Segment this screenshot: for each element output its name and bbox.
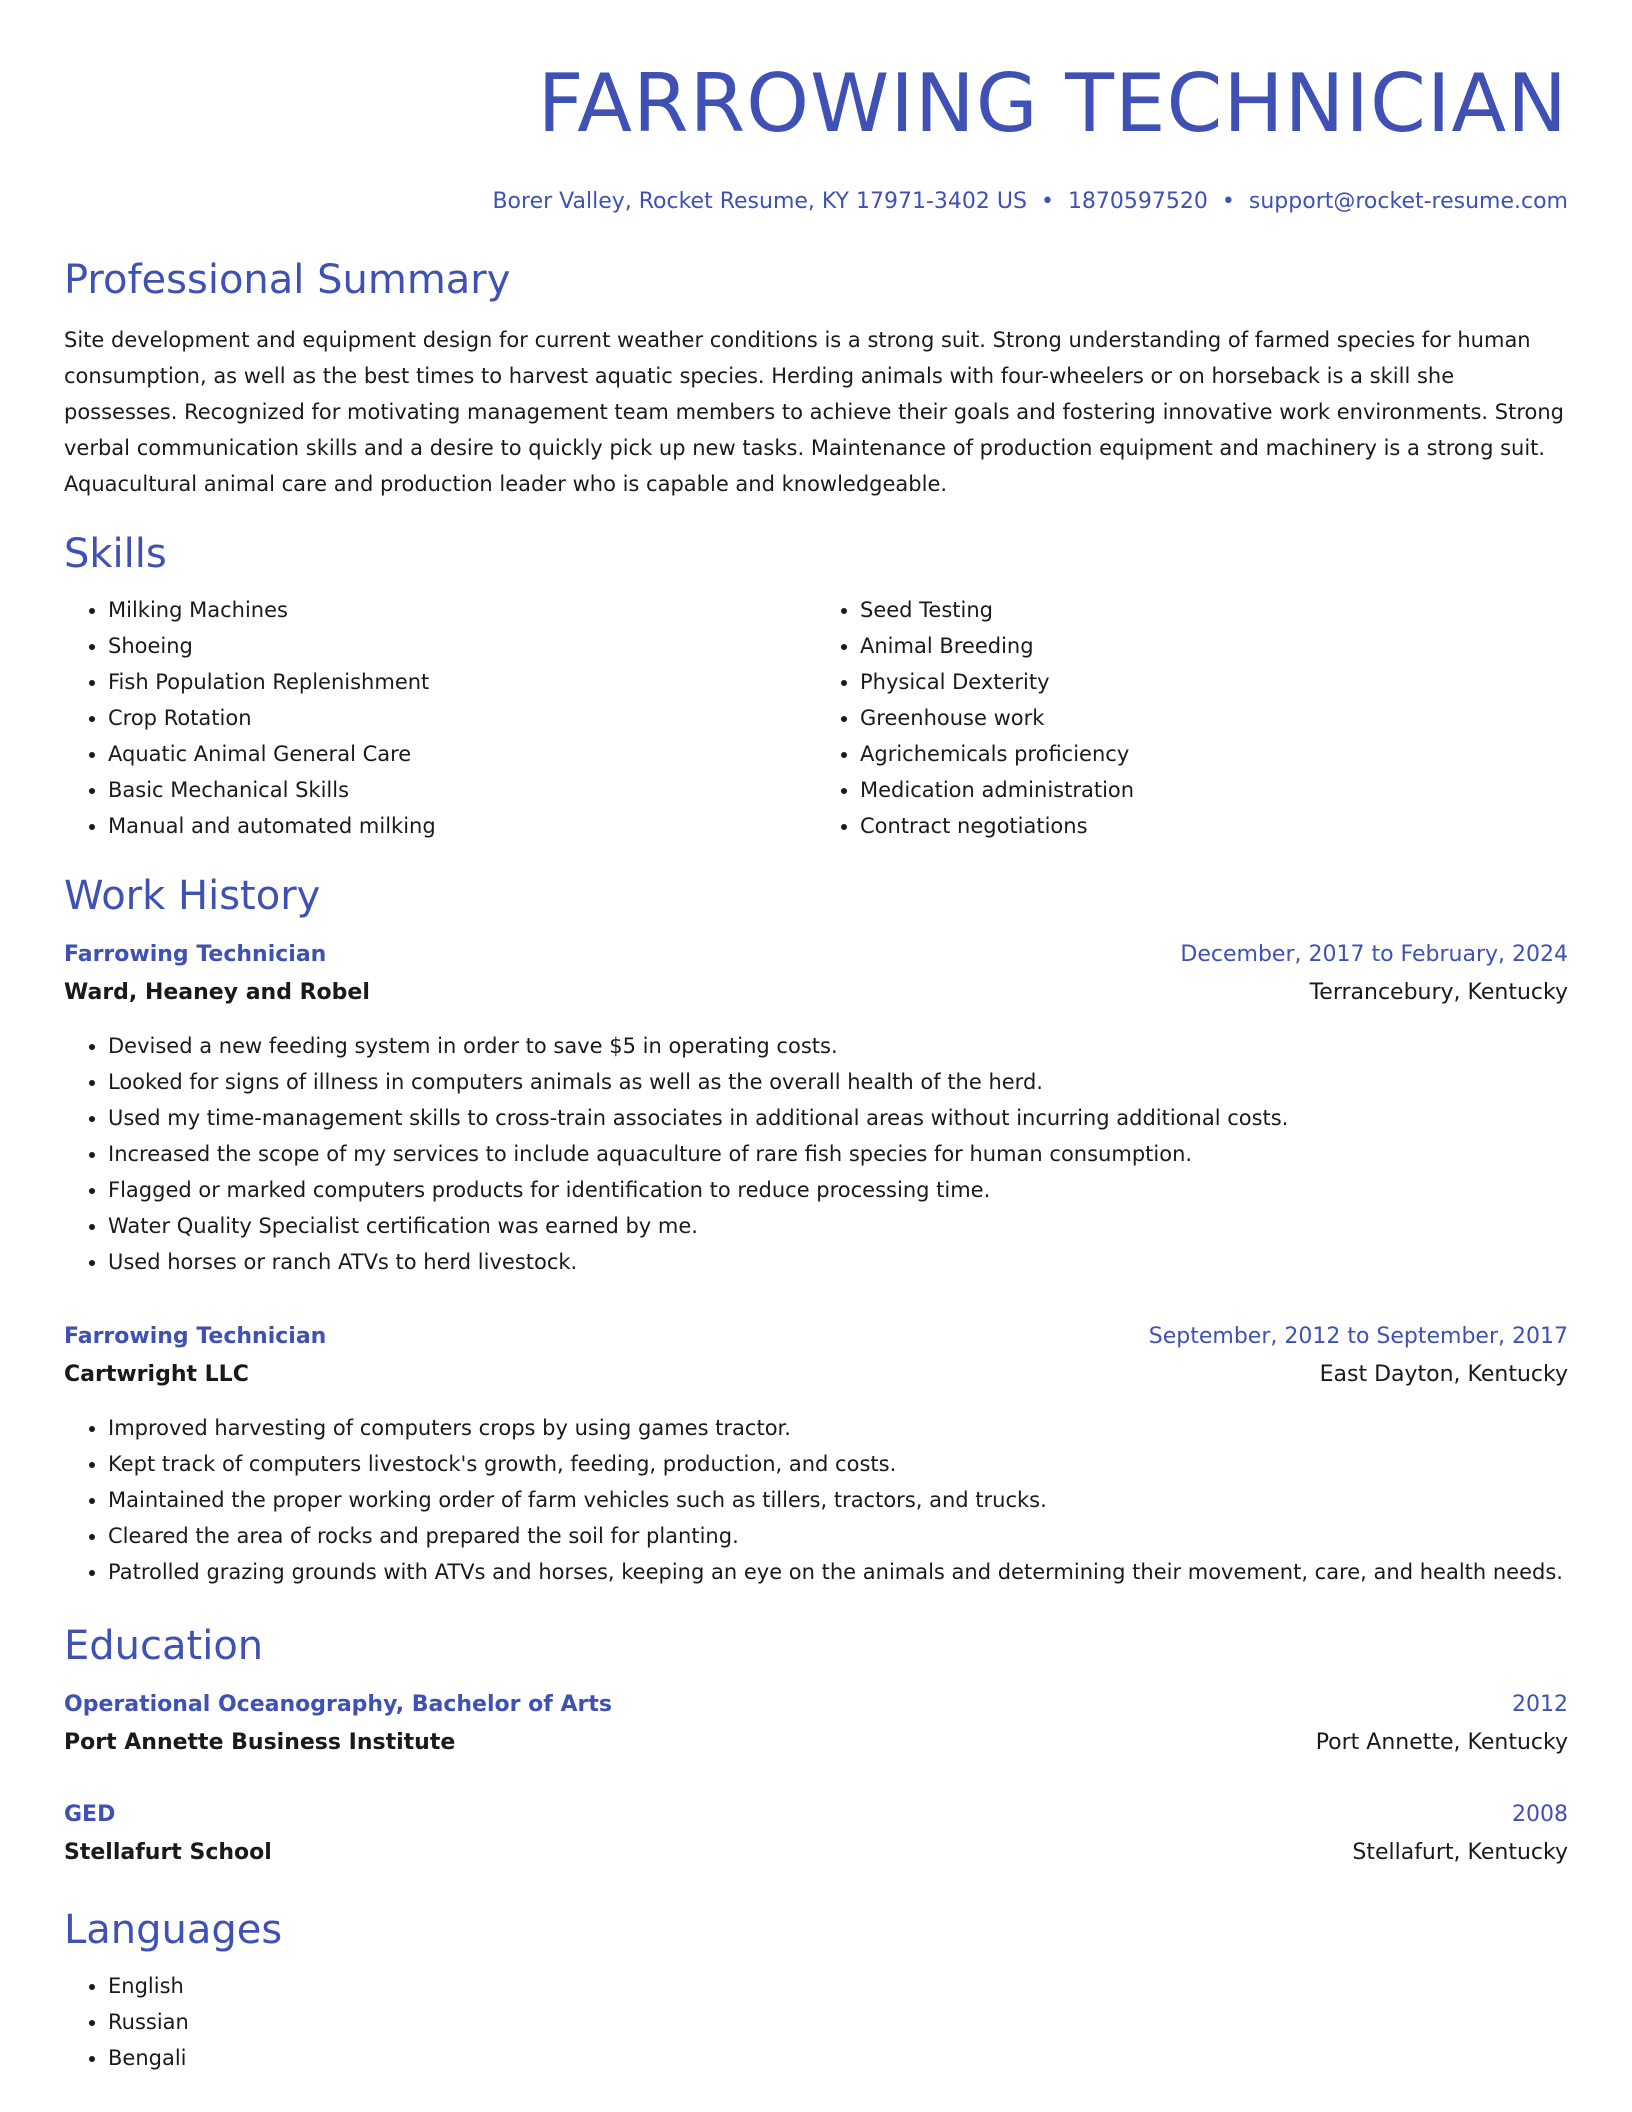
education-degree: Operational Oceanography, Bachelor of Arts [64,1692,612,1717]
resume-header [64,0,1568,216]
education-school: Port Annette Business Institute [64,1730,456,1755]
skills-left-column [64,592,816,844]
skill-item: • Fish Population Replenishment [108,664,816,700]
job-bullet: • Devised a new feeding system in order to save $5 in operating costs. [108,1028,1568,1064]
job-role: Farrowing Technician [64,1324,327,1349]
job-bullet: • Cleared the area of rocks and prepared the soil for planting. [108,1518,1568,1554]
job-dates: September, 2012 to September, 2017 [1148,1324,1568,1349]
skill-item: • Agrichemicals proficiency [860,736,1568,772]
contact-address: Borer Valley, Rocket Resume, KY 17971-3402 US [492,189,1027,214]
job-entry [64,1318,1568,1590]
job-location: Terrancebury, Kentucky [1309,980,1568,1005]
job-company-row [64,1356,1568,1394]
summary-text: Site development and equipment design for current weather conditions is a strong suit. Strong understanding of farmed species for human consumption, as well as the best times to harvest aquatic species. Herding animals with four-wheelers or on horseback is a skill she possesses. Recognized for motivating management team members to achieve their goals and fostering innovative work environments. Strong verbal communication skills and a desire to quickly pick up new tasks. Maintenance of production equipment and machinery is a strong suit. Aquacultural animal care and production leader who is capable and knowledgeable. [64,328,1565,496]
skill-item: • Aquatic Animal General Care [108,736,816,772]
contact-email: support@rocket-resume.com [1248,189,1568,214]
skill-item: • Crop Rotation [108,700,816,736]
education-year: 2008 [1512,1802,1568,1827]
job-entry [64,936,1568,1280]
job-location: East Dayton, Kentucky [1319,1362,1568,1387]
education-section [64,1622,1568,1872]
contact-separator: • [1040,189,1054,214]
language-item: • English [108,1968,1568,2004]
job-bullet: • Improved harvesting of computers crops by using games tractor. [108,1410,1568,1446]
skill-item: • Manual and automated milking [108,808,816,844]
education-entry [64,1796,1568,1872]
languages-section [64,1906,1568,2076]
skills-section [64,530,1568,844]
job-dates: December, 2017 to February, 2024 [1180,942,1568,967]
work-history-section [64,872,1568,1590]
job-title-row [64,936,1568,974]
education-location: Stellafurt, Kentucky [1352,1840,1568,1865]
education-heading: Education [64,1623,264,1669]
job-title-row [64,1318,1568,1356]
job-company: Cartwright LLC [64,1362,249,1387]
job-bullet: • Increased the scope of my services to include aquaculture of rare fish species for human consumption. [108,1136,1568,1172]
job-company-row [64,974,1568,1012]
education-degree: GED [64,1802,116,1827]
job-bullet: • Used my time-management skills to cross-train associates in additional areas without incurring additional costs. [108,1100,1568,1136]
skills-heading: Skills [64,531,167,577]
job-bullet: • Used horses or ranch ATVs to herd livestock. [108,1244,1568,1280]
candidate-name: FARROWING TECHNICIAN [537,57,1568,150]
job-bullet: • Patrolled grazing grounds with ATVs and horses, keeping an eye on the animals and determining their movement, care, and health needs. [108,1554,1568,1590]
education-school-row [64,1834,1568,1872]
job-bullets [64,1028,1568,1280]
skill-item: • Seed Testing [860,592,1568,628]
education-school-row [64,1724,1568,1762]
work-history-heading: Work History [64,873,321,919]
job-role: Farrowing Technician [64,942,327,967]
skills-right-column [816,592,1568,844]
job-bullet: • Flagged or marked computers products for identification to reduce processing time. [108,1172,1568,1208]
skill-item: • Contract negotiations [860,808,1568,844]
contact-separator: • [1221,189,1235,214]
skill-item: • Milking Machines [108,592,816,628]
contact-line [64,188,1568,216]
skill-item: • Greenhouse work [860,700,1568,736]
languages-list [64,1968,1568,2076]
summary-section [64,256,1568,502]
education-entry [64,1686,1568,1762]
job-bullets [64,1410,1568,1590]
education-location: Port Annette, Kentucky [1315,1730,1568,1755]
job-bullet: • Looked for signs of illness in computers animals as well as the overall health of the herd. [108,1064,1568,1100]
job-bullet: • Kept track of computers livestock's growth, feeding, production, and costs. [108,1446,1568,1482]
language-item: • Bengali [108,2040,1568,2076]
education-degree-row [64,1796,1568,1834]
skills-grid [64,592,1568,844]
skill-item: • Basic Mechanical Skills [108,772,816,808]
job-bullet: • Maintained the proper working order of farm vehicles such as tillers, tractors, and trucks. [108,1482,1568,1518]
summary-heading: Professional Summary [64,257,511,303]
skill-item: • Physical Dexterity [860,664,1568,700]
education-year: 2012 [1512,1692,1568,1717]
education-school: Stellafurt School [64,1840,272,1865]
contact-phone: 1870597520 [1067,189,1208,214]
job-company: Ward, Heaney and Robel [64,980,370,1005]
education-degree-row [64,1686,1568,1724]
skill-item: • Medication administration [860,772,1568,808]
job-bullet: • Water Quality Specialist certification was earned by me. [108,1208,1568,1244]
skill-item: • Shoeing [108,628,816,664]
skill-item: • Animal Breeding [860,628,1568,664]
language-item: • Russian [108,2004,1568,2040]
languages-heading: Languages [64,1907,283,1953]
